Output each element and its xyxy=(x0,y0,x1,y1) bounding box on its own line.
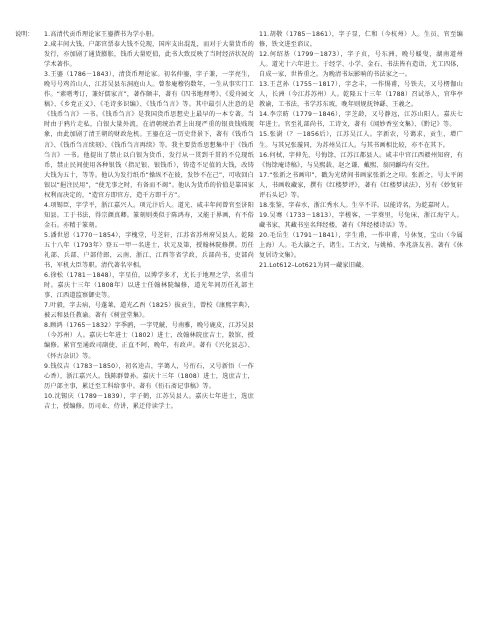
note-paragraph: 6.徐松（1781－1848），字星伯，以博学多才，尤长于地理之学，名重当时。嘉庆十三年（1808年）以进士任翰林院编修，道光年间历任礼部主事、江西道监察御史等。 xyxy=(44,272,254,300)
notes-right-column xyxy=(259,30,463,271)
note-paragraph: 5.潘世恩（1770－1854），字槐堂，号芝轩，江苏省苏州府吴县人。乾隆五十八年（1793年）登五一甲一名进士，状元及第，授翰林院修撰。历任礼部、兵部、户部侍郎，云南、浙江、江西等省学政，兵部尚书，吏部尚书，军机大臣等职。清代著名宰相。 xyxy=(44,231,254,270)
note-paragraph: 11.胡敬（1785－1861），字子显，仁和（今杭州）人。生员，官至编修，铁文进至谘议。 xyxy=(259,31,463,49)
note-paragraph: 21.Lot612–Lot621为同一藏家旧藏。 xyxy=(259,262,368,270)
note-paragraph: 16.何栻，字伸先，号悔馀，江苏江都县人。咸丰中官江西赣州知府，有《悔馀庵诗稿》，与吴熙载、赵之谦、戴熙、翁同龢均有交往。 xyxy=(259,151,463,169)
note-paragraph: 3.王鎏（1786－1843），清货币理论家。初名仲鎏，字子兼，一字亮生，晚号号鸡首山人，江苏吴县东洞庭山人。曾参庵穆钧数年，一生从事实门工作。“素嗜考订，兼好儒家言”，著作颇丰，著有《四书地理考》、《爱舟园文稿》、《乡党正义》、《毛诗多识编》、《钱币刍言》等。其中最引人注意的是《钱币刍言》一书。《钱币刍言》是我国货币思想史上最早的一本专著。当时由于鸦片走私，白银大量外流，在清朝统治者上出现严重的银贵钱贱现象，由此加剧了清王朝的财政危机。王鎏在这一历史背景下，著有《钱币刍言》、《钱币刍言续刻》、《钱币刍言再续》等。我主要货币思想集中于《钱币刍言》一书。他提出了禁止以白银为货币，发行从一贯到千贯的不兑现纸币，禁止民间使用各种银钱（指足银、银钱币），铸造不足值的大钱，改铸大钱为五十，等等。他认为发行纸币“操纵不在彼，发钞不在己”，可收回白银以“挹注民用”，“使无事之时，有备而不竭”。他认为货币的价值是靠国家权利而决定的，“造官方即官方，造千方即千方”。 xyxy=(44,71,254,199)
note-paragraph: 19.吴骞（1733－1813），字槎客，一字葵里，号兔床，浙江海宁人。藏书家，其藏书室名拜经楼，著有《拜经楼诗话》等。 xyxy=(259,211,463,229)
note-paragraph: 20.毛岳生（1791－1841），字生甫，一作申甫，号休复，宝山（今属上海）人。毛大瀛之子，诸生。工古文，与姚椿、李兆洛友善。著有《休复居诗文集》。 xyxy=(259,231,463,260)
note-paragraph: 15.张澍（？－1856后），江苏吴江人。字新农，号蔼求，贡生，增广生。与其兄张璇同，为苏州吴江人。与其书画相比较，亦不在其下。 xyxy=(259,131,463,149)
note-paragraph: 2.咸丰间大钱、户部官票泰大钱不兑现，国库支出混乱，而对于大量货币的发行，亦加剧了通货膨胀，钱币大量贬值，此书大致反映了当时经济状况的学术著作。 xyxy=(44,41,254,69)
note-paragraph: 4.项锡臣，字学平，浙江嘉兴人。项元汴后人。道光、咸丰年间曾官至济阳知县。工于书法，得宗颜真卿。篆刻则类似于陈鸿寿，又能于界画，有不俗金石。亦精于篆刻。 xyxy=(44,201,254,229)
note-paragraph: 14.李宗昉（1779－1846），字芝龄，又号静远，江苏山阳人。嘉庆七年进士。官至礼部尚书，工诗文，著有《闻妙香室文集》、《黔记》等。 xyxy=(259,111,463,129)
note-paragraph: 1.高清代贡币理论家王鎏撰书为学小册。 xyxy=(44,31,158,38)
note-paragraph: 13.王芑孙（1755－1817），字念丰，一作惕甫，号铁夫，又号楞伽山人，长洲（今江苏苏州）人。乾隆五十三年（1788）召试举人，官华亭教谕，工书法，书学苏东坡，晚年则规抚钟繇、王羲之。 xyxy=(259,81,463,109)
notes-left-column xyxy=(44,30,254,412)
note-paragraph: 9.钱仪吉（1783－1850），初名逵吉，字蔼人，号衎石，又号新悟（一作心香），浙江嘉兴人。钱陈群曾孙。嘉庆十三年（1808）进士，选庶吉士，历户部主事，累迁至工科给事中。著有《衎石斋记事稿》等。 xyxy=(44,362,254,390)
note-paragraph: 10.沈锡庆（1789－1839），字子鹤，江苏吴县人。嘉庆七年进士，选庶吉士，授编修。历司业、侍讲，累迁侍读学士。 xyxy=(44,392,254,410)
note-paragraph: 12.何绍基（1799－1873），字子贞，号东洲，晚号蝯叟，湖南道州人。道光十六年进士。于经学、小学、金石、书法皆有造诣，尤工四体，自成一家，世皆重之。为晚清书坛影响的书法家之一。 xyxy=(259,51,463,79)
note-paragraph: 18.张鉴，字春水，浙江秀水人。生卒不详。以能诗名，为乾嘉时人。 xyxy=(259,201,454,209)
note-paragraph: 7.叶毅，字去病，号蓬莱，道光乙酉（1825）拔贡生，曾校《康熙字典》，被云和县任教谕。著有《树萱堂集》。 xyxy=(44,302,254,320)
note-paragraph: 8.顾鸿（1765－1832）字季鸥，一字兕觥，号南雅，晚号鹿皮，江苏吴县（今苏州）人。嘉庆七年进士（1802）进士，改翰林院庶吉士，散馆，授编修。累官至通政司副使，正直不阿，晚年，有政声。著有《兴化县志》、《怀古杂识》等。 xyxy=(44,322,255,360)
note-label: 说明： xyxy=(15,31,34,38)
note-paragraph: 17.“张新之书画印”，戳为光绪间书画家张新之之印。张新之，号太平闲人，书画收藏家，撰有《红楼梦评》，著有《红楼梦读法》，另有《妙复轩评石头记》等。 xyxy=(259,171,463,199)
